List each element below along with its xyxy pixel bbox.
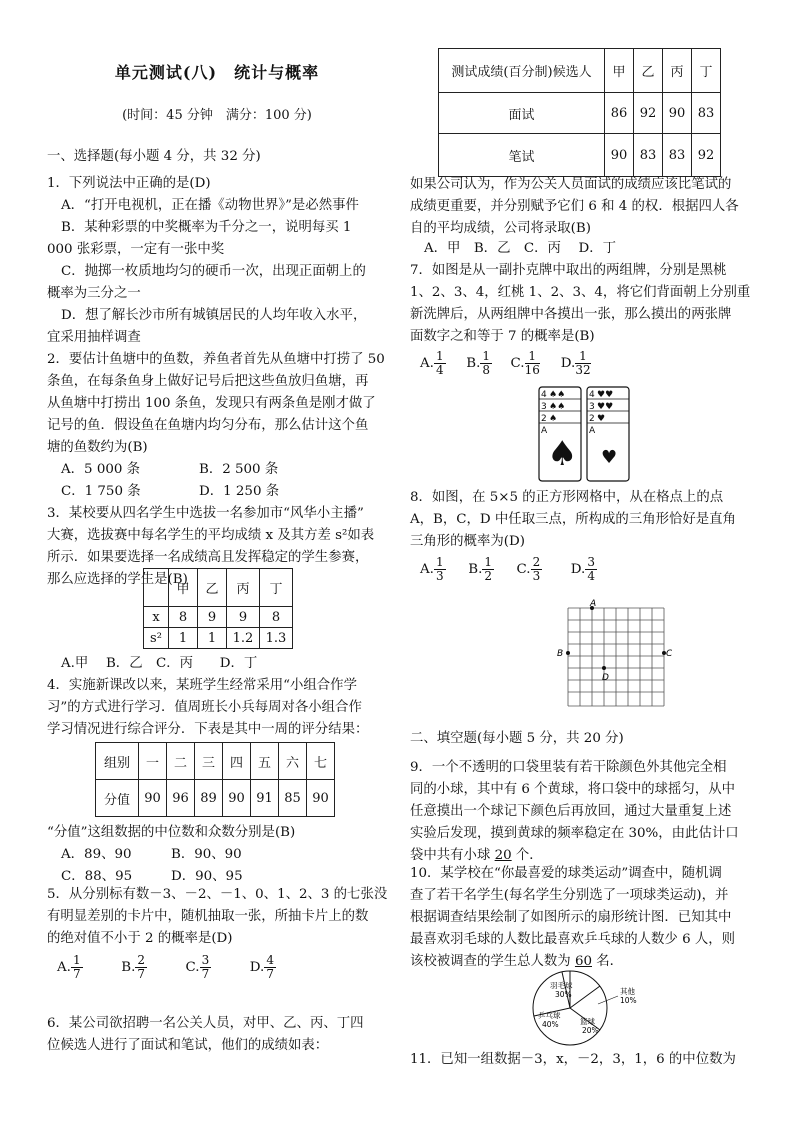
pie-label: 其他 (620, 987, 635, 996)
heart-icon: ♥♥ (597, 390, 614, 400)
numerator: 3 (201, 953, 210, 967)
q1-stem: 1．下列说法中正确的是(D) (47, 176, 211, 191)
option-letter: B. (121, 960, 136, 975)
q6-options: A．甲 B．乙 C．丙 D．丁 (424, 241, 617, 256)
q2-line: 条鱼，在每条鱼身上做好记号后把这些鱼放归鱼塘，再 (47, 374, 369, 389)
q4-table-cell: 一 (139, 743, 167, 780)
q9-line: 9．一个不透明的口袋里装有若干除颜色外其他完全相 (410, 760, 727, 775)
fraction (525, 350, 540, 377)
heart-icon: ♥ (597, 414, 606, 424)
q7-line: 新洗牌后，从两组牌中各摸出一张，那么摸出的两张牌 (410, 307, 732, 322)
exam-info: (时间：45 分钟 满分：100 分) (122, 108, 312, 123)
spades-stack (539, 387, 581, 481)
q10-text: 名． (592, 954, 624, 969)
denominator: 7 (137, 967, 146, 981)
option-letter: D. (249, 960, 265, 975)
pie-chart-figure (522, 968, 642, 1048)
playing-cards-figure (537, 385, 633, 485)
denominator: 8 (482, 363, 491, 377)
q6-table-cell: 面试 (439, 93, 605, 134)
q6-cont: 自的平均成绩，公司将录取(B) (410, 221, 591, 236)
q3-table-cell: 1 (198, 628, 227, 649)
q6-table-cell: 乙 (634, 49, 663, 93)
q3-table-cell: x (144, 607, 169, 628)
q4-table-cell: 85 (279, 780, 307, 817)
q5-line: 5．从分别标有数－3、－2、－1、0、1、2、3 的七张没 (47, 887, 388, 902)
q9-line: 同的小球，其中有 6 个黄球，将口袋中的球摇匀，从中 (410, 782, 736, 797)
q4-table-cell: 90 (223, 780, 251, 817)
q9-text: 袋中共有小球 (410, 848, 495, 863)
q7-options (420, 350, 611, 377)
q1-option-b-cont: 000 张彩票，一定有一张中奖 (47, 242, 225, 257)
spade-icon: ♠♠ (549, 390, 566, 400)
option-letter: A. (420, 356, 434, 371)
card-rank: A (589, 426, 596, 436)
q2-option-b: B．2 500 条 (199, 462, 279, 477)
q6-table-cell: 90 (605, 134, 634, 177)
q5-line: 有明显差别的卡片中，随机抽取一张，所抽卡片上的数 (47, 909, 369, 924)
q8-option-a (420, 556, 454, 583)
fraction (264, 954, 276, 981)
q4-table-cell: 五 (251, 743, 279, 780)
q4-table-cell: 四 (223, 743, 251, 780)
q7-line: 面数字之和等于 7 的概率是(B) (410, 329, 595, 344)
q3-line: 所示．如果要选择一名成绩高且发挥稳定的学生参赛， (47, 550, 369, 565)
q6-table-cell: 86 (605, 93, 634, 134)
numerator: 1 (72, 953, 81, 967)
q1-option-d-cont: 宜采用抽样调查 (47, 330, 141, 345)
numerator: 1 (484, 555, 493, 569)
option-letter: C. (185, 960, 200, 975)
spade-icon: ♠ (549, 414, 558, 424)
q3-table-cell: 丁 (260, 569, 293, 607)
q10-line: 10．某学校在“你最喜爱的球类运动”调查中，随机调 (410, 866, 722, 881)
fraction (434, 556, 446, 583)
q3-line: 大赛，选拔赛中每名学生的平均成绩 x 及其方差 s²如表 (47, 528, 375, 543)
grid-lines (568, 608, 664, 706)
q6-table-cell: 丁 (692, 49, 721, 93)
card-rank: 3 (541, 402, 547, 412)
point-b (566, 651, 570, 655)
q3-table-cell: 1 (169, 628, 198, 649)
card-rank: 2 (589, 414, 595, 424)
option-letter: B. (466, 356, 481, 371)
numerator: 2 (137, 953, 146, 967)
q2-option-d: D．1 250 条 (199, 484, 280, 499)
q4-line: 学习情况进行综合评分．下表是其中一周的评分结果： (47, 722, 369, 737)
q8-line: 三角形的概率为(D) (410, 534, 525, 549)
q1-option-c: C．抛掷一枚质地均匀的硬币一次，出现正面朝上的 (61, 264, 366, 279)
option-letter: B. (468, 562, 483, 577)
q6-table-cell: 83 (663, 134, 692, 177)
q4-question: “分值”这组数据的中位数和众数分别是(B) (47, 825, 296, 840)
q2-option-a: A．5 000 条 (61, 462, 141, 477)
option-letter: A. (420, 562, 434, 577)
q3-table-cell: 9 (227, 607, 260, 628)
fraction (135, 954, 147, 981)
spade-icon: ♠ (547, 434, 578, 474)
section-heading-fill: 二、填空题(每小题 5 分，共 20 分) (410, 731, 624, 746)
denominator: 7 (201, 967, 210, 981)
q4-table-cell: 组别 (96, 743, 139, 780)
denominator: 4 (435, 363, 444, 377)
point-label: A (590, 599, 597, 609)
numerator: 2 (532, 555, 541, 569)
q4-option-d: D．90、95 (171, 869, 243, 884)
denominator: 4 (587, 569, 595, 583)
q7-line: 1、2、3、4，红桃 1、2、3、4，将它们背面朝上分别重 (410, 285, 751, 300)
q10-text: 该校被调查的学生总人数为 (410, 954, 575, 969)
q3-table-cell: 8 (169, 607, 198, 628)
q10-line: 查了若干名学生(每名学生分别选了一项球类运动)，并 (410, 888, 729, 903)
fraction (71, 954, 83, 981)
card-rank: 4 (589, 390, 595, 400)
numerator: 1 (482, 349, 491, 363)
q8-line: 8．如图，在 5×5 的正方形网格中，从在格点上的点 (410, 490, 724, 505)
q5-option-b (121, 954, 171, 981)
q8-option-b (468, 556, 502, 583)
q4-table-cell: 90 (139, 780, 167, 817)
grid-figure (556, 598, 672, 710)
point-d (602, 666, 606, 670)
q6-table-cell: 83 (634, 134, 663, 177)
heart-icon: ♥ (601, 447, 618, 468)
q7-line: 7．如图是从一副扑克牌中取出的两组牌，分别是黑桃 (410, 263, 727, 278)
q3-table-cell: 乙 (198, 569, 227, 607)
q2-line: 塘的鱼数约为(B) (47, 440, 148, 455)
q4-table-cell: 二 (167, 743, 195, 780)
q4-line: 4．实施新课改以来，某班学生经常采用“小组合作学 (47, 678, 357, 693)
card-rank: 4 (541, 390, 547, 400)
point-label: B (557, 649, 564, 659)
q5-line: 的绝对值不小于 2 的概率是(D) (47, 931, 233, 946)
q3-table-cell: 9 (198, 607, 227, 628)
fraction (480, 350, 492, 377)
q9-text: 个． (511, 848, 543, 863)
fraction (434, 350, 446, 377)
denominator: 16 (524, 363, 540, 377)
q4-table (95, 742, 335, 817)
fraction (531, 556, 543, 583)
fraction (200, 954, 212, 981)
q9-answer: 20 (494, 848, 512, 863)
q1-option-c-cont: 概率为三分之一 (47, 286, 141, 301)
question-11: 11．已知一组数据－3，x，－2，3，1，6 的中位数为 (410, 1052, 736, 1067)
numerator: 3 (587, 555, 595, 569)
q6-table-cell: 92 (634, 93, 663, 134)
q4-table-cell: 七 (307, 743, 335, 780)
q4-table-cell: 89 (195, 780, 223, 817)
fraction (575, 350, 590, 377)
q4-table-cell: 90 (307, 780, 335, 817)
q3-table-cell: s² (144, 628, 169, 649)
point-label: C (666, 649, 672, 659)
q6-table (438, 48, 721, 177)
q6-table-cell: 90 (663, 93, 692, 134)
pie-value: 30% (555, 990, 572, 999)
denominator: 3 (435, 569, 444, 583)
pie-label: 乒乓球 (538, 1011, 561, 1020)
fraction (585, 556, 597, 583)
numerator: 1 (575, 350, 590, 364)
q8-line: A，B，C，D 中任取三点，所构成的三角形恰好是直角 (410, 512, 736, 527)
q3-table-cell: 丙 (227, 569, 260, 607)
q2-option-c: C．1 750 条 (61, 484, 141, 499)
q2-line: 记号的鱼．假设鱼在鱼塘内均匀分布，那么估计这个鱼 (47, 418, 369, 433)
option-letter: C. (510, 356, 525, 371)
q3-table-cell: 1.2 (227, 628, 260, 649)
point-label: D (602, 673, 609, 683)
q2-line: 从鱼塘中打捞出 100 条鱼，发现只有两条鱼是刚才做了 (47, 396, 376, 411)
pie-value: 10% (620, 996, 637, 1005)
pie-value: 20% (582, 1026, 599, 1035)
option-letter: A. (57, 960, 71, 975)
q2-line: 2．要估计鱼塘中的鱼数，养鱼者首先从鱼塘中打捞了 50 (47, 352, 385, 367)
section-heading-choice: 一、选择题(每小题 4 分，共 32 分) (47, 149, 261, 164)
q4-table-cell: 三 (195, 743, 223, 780)
q4-line: 习”的方式进行学习．值周班长小兵每周对各小组合作 (47, 700, 362, 715)
q8-option-d (571, 556, 611, 583)
q6-line: 位候选人进行了面试和笔试，他们的成绩如表： (47, 1038, 329, 1053)
pie-label: 篮球 (580, 1017, 595, 1026)
q1-option-d: D．想了解长沙市所有城镇居民的人均年收入水平， (61, 308, 367, 323)
q9-line: 实验后发现，摸到黄球的频率稳定在 30%，由此估计口 (410, 826, 739, 841)
denominator: 3 (532, 569, 541, 583)
q6-line: 6．某公司欲招聘一名公关人员，对甲、乙、丙、丁四 (47, 1016, 364, 1031)
q6-table-cell: 丙 (663, 49, 692, 93)
numerator: 4 (266, 953, 274, 967)
q6-table-cell: 笔试 (439, 134, 605, 177)
q10-answer: 60 (574, 954, 592, 969)
q3-table-cell: 甲 (169, 569, 198, 607)
q6-cont: 如果公司认为，作为公关人员面试的成绩应该比笔试的 (410, 177, 732, 192)
q7-option-d (561, 350, 601, 377)
q6-table-cell: 83 (692, 93, 721, 134)
pie-value: 40% (542, 1020, 559, 1029)
q7-option-c (511, 350, 547, 377)
q8-options (420, 556, 621, 583)
q4-option-b: B．90、90 (171, 847, 242, 862)
pie-label: 羽毛球 (550, 981, 573, 990)
denominator: 32 (575, 363, 591, 377)
q4-option-a: A．89、90 (61, 847, 132, 862)
q10-line: 最喜欢羽毛球的人数比最喜欢乒乓球的人数少 6 人，则 (410, 932, 736, 947)
q4-option-c: C．88、95 (61, 869, 133, 884)
denominator: 7 (266, 967, 274, 981)
q3-line: 那么应选择的学生是(B) (47, 572, 188, 587)
hearts-stack (587, 387, 629, 481)
q4-table-cell: 六 (279, 743, 307, 780)
q7-option-a (420, 350, 452, 377)
q4-table-cell: 91 (251, 780, 279, 817)
fraction (482, 556, 494, 583)
q3-table-cell: 1.3 (260, 628, 293, 649)
numerator: 1 (435, 349, 444, 363)
card-rank: A (541, 426, 548, 436)
q5-options (57, 954, 310, 981)
q5-option-d (250, 954, 300, 981)
q3-table (143, 568, 293, 649)
spade-icon: ♠♠ (549, 402, 566, 412)
q5-option-c (186, 954, 236, 981)
numerator: 1 (525, 350, 540, 364)
heart-icon: ♥♥ (597, 402, 614, 412)
option-letter: C. (516, 562, 531, 577)
q6-cont: 成绩更重要，并分别赋予它们 6 和 4 的权．根据四人各 (410, 199, 739, 214)
page-title: 单元测试(八) 统计与概率 (114, 63, 320, 82)
q1-option-b: B．某种彩票的中奖概率为千分之一，说明每买 1 (61, 220, 352, 235)
q3-options: A.甲 B．乙 C．丙 D．丁 (61, 656, 258, 671)
q5-option-a (57, 954, 107, 981)
denominator: 7 (72, 967, 81, 981)
q6-table-cell: 甲 (605, 49, 634, 93)
q4-table-cell: 96 (167, 780, 195, 817)
numerator: 1 (435, 555, 444, 569)
q1-option-a: A．“打开电视机，正在播《动物世界》”是必然事件 (61, 198, 359, 213)
q9-line: 任意摸出一个球记下颜色后再放回，通过大量重复上述 (410, 804, 732, 819)
q7-option-b (466, 350, 496, 377)
q6-table-cell: 92 (692, 134, 721, 177)
q3-table-cell: 8 (260, 607, 293, 628)
q3-table-cell (144, 569, 169, 607)
q4-table-cell: 分值 (96, 780, 139, 817)
option-letter: D. (570, 562, 586, 577)
q8-option-c (517, 556, 557, 583)
denominator: 2 (484, 569, 493, 583)
card-rank: 3 (589, 402, 595, 412)
q3-line: 3．某校要从四名学生中选拔一名参加市“风华小主播” (47, 506, 364, 521)
q6-table-cell: 测试成绩(百分制)候选人 (439, 49, 605, 93)
card-rank: 2 (541, 414, 547, 424)
q10-line: 根据调查结果绘制了如图所示的扇形统计图．已知其中 (410, 910, 732, 925)
option-letter: D. (560, 356, 576, 371)
